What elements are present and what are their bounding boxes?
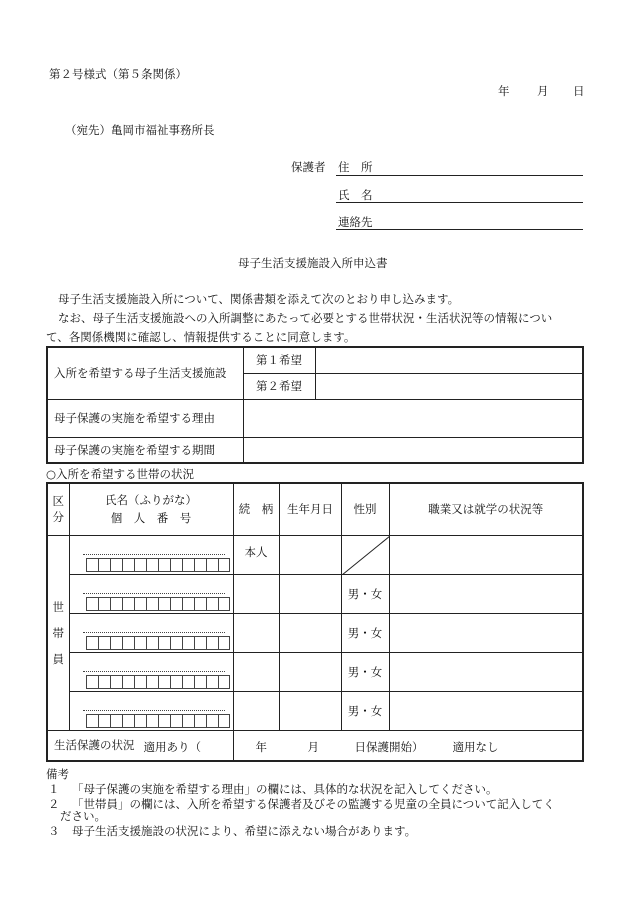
choice-2-label: 第２希望 bbox=[243, 373, 315, 399]
member-job-4[interactable] bbox=[389, 652, 583, 691]
date-month-label: 月 bbox=[537, 84, 549, 98]
member-relation-4[interactable] bbox=[233, 652, 279, 691]
welfare-year-label: 年 bbox=[255, 739, 267, 754]
addressee: （宛先）亀岡市福祉事務所長 bbox=[65, 123, 215, 137]
notes-heading: 備考 bbox=[46, 767, 69, 781]
member-name-3[interactable] bbox=[69, 613, 233, 652]
note-2-num: ２ bbox=[48, 797, 60, 811]
col-category: 区 分 bbox=[47, 483, 69, 535]
member-sex-1 bbox=[341, 535, 389, 574]
note-3-num: ３ bbox=[48, 824, 60, 838]
welfare-start-label: 日保護開始） bbox=[354, 739, 424, 754]
member-relation-self: 本人 bbox=[233, 535, 279, 574]
member-sex-2[interactable]: 男・女 bbox=[341, 574, 389, 613]
member-job-2[interactable] bbox=[389, 574, 583, 613]
member-birth-4[interactable] bbox=[279, 652, 341, 691]
facility-label: 入所を希望する母子生活支援施設 bbox=[47, 347, 243, 399]
form-title: 母子生活支援施設入所申込書 bbox=[238, 256, 388, 270]
member-name-1[interactable] bbox=[69, 535, 233, 574]
form-number: 第２号様式（第５条関係） bbox=[49, 67, 187, 81]
member-birth-5[interactable] bbox=[279, 691, 341, 730]
member-name-5[interactable] bbox=[69, 691, 233, 730]
diagonal-slash bbox=[342, 536, 390, 575]
address-line[interactable] bbox=[336, 175, 583, 176]
reason-input[interactable] bbox=[243, 399, 583, 437]
member-name-4[interactable] bbox=[69, 652, 233, 691]
member-job-5[interactable] bbox=[389, 691, 583, 730]
name-label: 氏 名 bbox=[338, 188, 373, 202]
address-label: 住 所 bbox=[338, 160, 373, 174]
member-job-3[interactable] bbox=[389, 613, 583, 652]
col-sex: 性別 bbox=[341, 483, 389, 535]
col-birth: 生年月日 bbox=[279, 483, 341, 535]
member-birth-1[interactable] bbox=[279, 535, 341, 574]
reason-label: 母子保護の実施を希望する理由 bbox=[47, 399, 243, 437]
household-table bbox=[46, 482, 584, 762]
member-sex-3[interactable]: 男・女 bbox=[341, 613, 389, 652]
member-name-2[interactable] bbox=[69, 574, 233, 613]
member-relation-2[interactable] bbox=[233, 574, 279, 613]
intro-paragraph-1: 母子生活支援施設入所について、関係書類を添えて次のとおり申し込みます。 bbox=[58, 292, 460, 306]
date-year-label: 年 bbox=[498, 84, 510, 98]
note-1-num: １ bbox=[48, 782, 60, 796]
choice-2-input[interactable] bbox=[315, 373, 583, 399]
welfare-status[interactable] bbox=[143, 730, 583, 761]
member-relation-5[interactable] bbox=[233, 691, 279, 730]
welfare-label: 生活保護の状況 bbox=[47, 730, 233, 761]
note-1-text: 「母子保護の実施を希望する理由」の欄には、具体的な状況を記入してください。 bbox=[72, 782, 498, 796]
date-day-label: 日 bbox=[573, 84, 585, 98]
member-birth-2[interactable] bbox=[279, 574, 341, 613]
welfare-yes[interactable]: 適用あり（ bbox=[143, 739, 201, 754]
choice-1-label: 第１希望 bbox=[243, 347, 315, 373]
personal-number-boxes bbox=[70, 558, 233, 572]
member-birth-3[interactable] bbox=[279, 613, 341, 652]
contact-line[interactable] bbox=[336, 229, 583, 230]
member-job-1[interactable] bbox=[389, 535, 583, 574]
member-relation-3[interactable] bbox=[233, 613, 279, 652]
name-line[interactable] bbox=[336, 202, 583, 203]
member-sex-5[interactable]: 男・女 bbox=[341, 691, 389, 730]
col-name: 氏名（ふりがな） 個 人 番 号 bbox=[69, 483, 233, 535]
contact-label: 連絡先 bbox=[338, 215, 373, 229]
guardian-label: 保護者 bbox=[291, 160, 326, 174]
period-input[interactable] bbox=[243, 437, 583, 463]
period-label: 母子保護の実施を希望する期間 bbox=[47, 437, 243, 463]
intro-paragraph-2b: て、各関係機関に確認し、情報提供することに同意します。 bbox=[46, 330, 356, 344]
welfare-month-label: 月 bbox=[307, 739, 319, 754]
members-label: 世 帯 員 bbox=[47, 535, 69, 730]
welfare-no[interactable]: 適用なし bbox=[452, 739, 499, 754]
note-2-text: 「世帯員」の欄には、入所を希望する保護者及びその監護する児童の全員について記入してく bbox=[72, 797, 555, 811]
note-2-text-cont: ださい。 bbox=[60, 809, 106, 823]
col-job: 職業又は就学の状況等 bbox=[389, 483, 583, 535]
col-relation: 続 柄 bbox=[233, 483, 279, 535]
facility-table bbox=[46, 346, 584, 464]
intro-paragraph-2a: なお、母子生活支援施設への入所調整にあたって必要とする世帯状況・生活状況等の情報につい bbox=[58, 311, 553, 325]
household-heading: ○入所を希望する世帯の状況 bbox=[46, 467, 195, 481]
note-3-text: 母子生活支援施設の状況により、希望に添えない場合があります。 bbox=[72, 824, 417, 838]
member-sex-4[interactable]: 男・女 bbox=[341, 652, 389, 691]
choice-1-input[interactable] bbox=[315, 347, 583, 373]
